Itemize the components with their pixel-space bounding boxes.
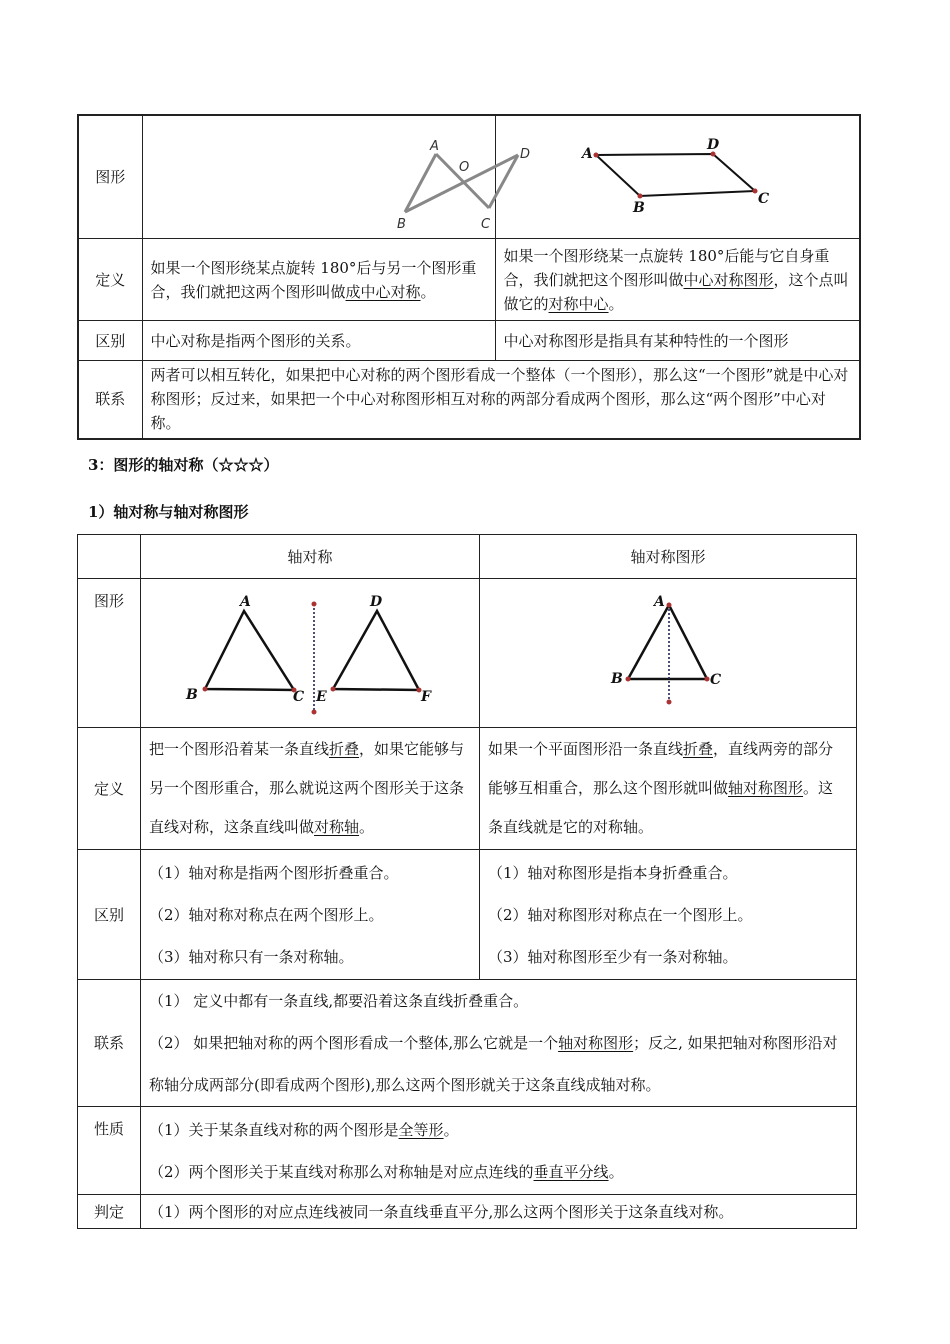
fig3-label-c: C	[293, 689, 305, 705]
fig4-label-a: A	[654, 594, 665, 610]
fig1-label-d: D	[519, 147, 530, 162]
axis-symmetry-figure	[141, 579, 480, 727]
section-heading-axis-symmetry: 3：图形的轴对称（☆☆☆）	[88, 456, 279, 474]
row-label-relation-2: 联系	[78, 980, 141, 1107]
fig1-label-a: A	[429, 139, 439, 154]
relation-line-1: （1） 定义中都有一条直线,都要沿着这条直线折叠重合。	[149, 992, 529, 1010]
central-symmetry-figure-cell	[142, 115, 530, 239]
row-label-judgement: 判定	[78, 1195, 141, 1229]
row-label-property: 性质	[78, 1107, 141, 1195]
difference-left: 中心对称是指两个图形的关系。	[142, 321, 495, 361]
relation-line-2: （2） 如果把轴对称的两个图形看成一个整体,那么它就是一个轴对称图形；反之, 如果把轴对称图形沿对称轴分成两部分(即看成两个图形),那么这两个图形就关于这条直线成轴对称。	[149, 1034, 838, 1094]
difference-right-3: （3）轴对称图形至少有一条对称轴。	[488, 947, 738, 966]
row-label-difference-2: 区别	[78, 850, 141, 980]
relation-axis	[141, 980, 857, 1107]
fig4-label-c: C	[710, 672, 722, 688]
definition-axis-symmetric-figure: 如果一个平面图形沿一条直线折叠，直线两旁的部分能够互相重合，那么这个图形就叫做轴对称图形。这条直线就是它的对称轴。	[480, 728, 857, 850]
fig3-label-a: A	[240, 594, 251, 610]
fig3-label-f: F	[421, 689, 431, 705]
fig2-label-a: A	[581, 146, 593, 162]
header-empty-cell	[78, 535, 141, 579]
fig3-label-d: D	[370, 594, 383, 610]
difference-right-1: （1）轴对称图形是指本身折叠重合。	[488, 863, 738, 882]
row-label-relation: 联系	[78, 361, 142, 439]
difference-axis-symmetry	[141, 850, 480, 980]
fig2-label-c: C	[757, 191, 769, 207]
relation-text: 两者可以相互转化，如果把中心对称的两个图形看成一个整体（一个图形），那么这“一个图形”就是中心对称图形；反过来，如果把一个中心对称图形相互对称的两部分看成两个图形，那么这“两个图形”中心对称。	[142, 361, 860, 439]
fig2-label-d: D	[706, 137, 719, 153]
row-label-difference: 区别	[78, 321, 142, 361]
subsection-heading: 1）轴对称与轴对称图形	[88, 503, 249, 521]
difference-right-2: （2）轴对称图形对称点在一个图形上。	[488, 905, 753, 924]
judgement-line-1: （1）两个图形的对应点连线被同一条直线垂直平分,那么这两个图形关于这条直线对称。	[141, 1195, 857, 1229]
property-line-1: （1）关于某条直线对称的两个图形是全等形。	[149, 1120, 459, 1139]
difference-left-1: （1）轴对称是指两个图形折叠重合。	[149, 863, 399, 882]
difference-left-3: （3）轴对称只有一条对称轴。	[149, 947, 354, 966]
fig1-label-o: O	[458, 160, 469, 175]
property-line-2: （2）两个图形关于某直线对称那么对称轴是对应点连线的垂直平分线。	[149, 1162, 624, 1181]
property-cell	[141, 1107, 857, 1195]
difference-right: 中心对称图形是指具有某种特性的一个图形	[495, 321, 860, 361]
axis-symmetric-figure-cell	[480, 579, 857, 728]
parallelogram-figure	[496, 116, 861, 238]
isosceles-triangle-figure	[480, 579, 857, 727]
definition-central-symmetric-figure: 如果一个图形绕某一点旋转 180°后能与它自身重合，我们就把这个图形叫做中心对称图形，这个点叫做它的对称中心。	[495, 239, 860, 321]
row-label-figure-2: 图形	[78, 579, 141, 728]
central-symmetry-figure	[143, 116, 530, 238]
definition-central-symmetry: 如果一个图形绕某点旋转 180°后与另一个图形重合，我们就把这两个图形叫做成中心对称。	[142, 239, 495, 321]
fig3-label-e: E	[316, 689, 327, 705]
row-label-figure: 图形	[78, 115, 142, 239]
row-label-definition-2: 定义	[78, 728, 141, 850]
definition-axis-symmetry: 把一个图形沿着某一条直线折叠，如果它能够与另一个图形重合，那么就说这两个图形关于这条直线对称，这条直线叫做对称轴。	[141, 728, 480, 850]
difference-left-2: （2）轴对称对称点在两个图形上。	[149, 905, 384, 924]
central-symmetry-table	[77, 114, 861, 440]
row-label-definition: 定义	[78, 239, 142, 321]
axis-symmetry-table	[77, 534, 857, 1229]
col-header-axis-symmetry: 轴对称	[141, 535, 480, 579]
central-symmetry-figure-cell-2	[495, 115, 860, 239]
fig2-label-b: B	[632, 200, 645, 216]
fig4-label-b: B	[611, 671, 623, 687]
fig1-label-b: B	[396, 217, 406, 232]
col-header-axis-symmetric-figure: 轴对称图形	[480, 535, 857, 579]
axis-symmetry-figure-cell	[141, 579, 480, 728]
fig3-label-b: B	[186, 687, 198, 703]
difference-axis-symmetric-figure	[480, 850, 857, 980]
fig1-label-c: C	[480, 217, 490, 232]
